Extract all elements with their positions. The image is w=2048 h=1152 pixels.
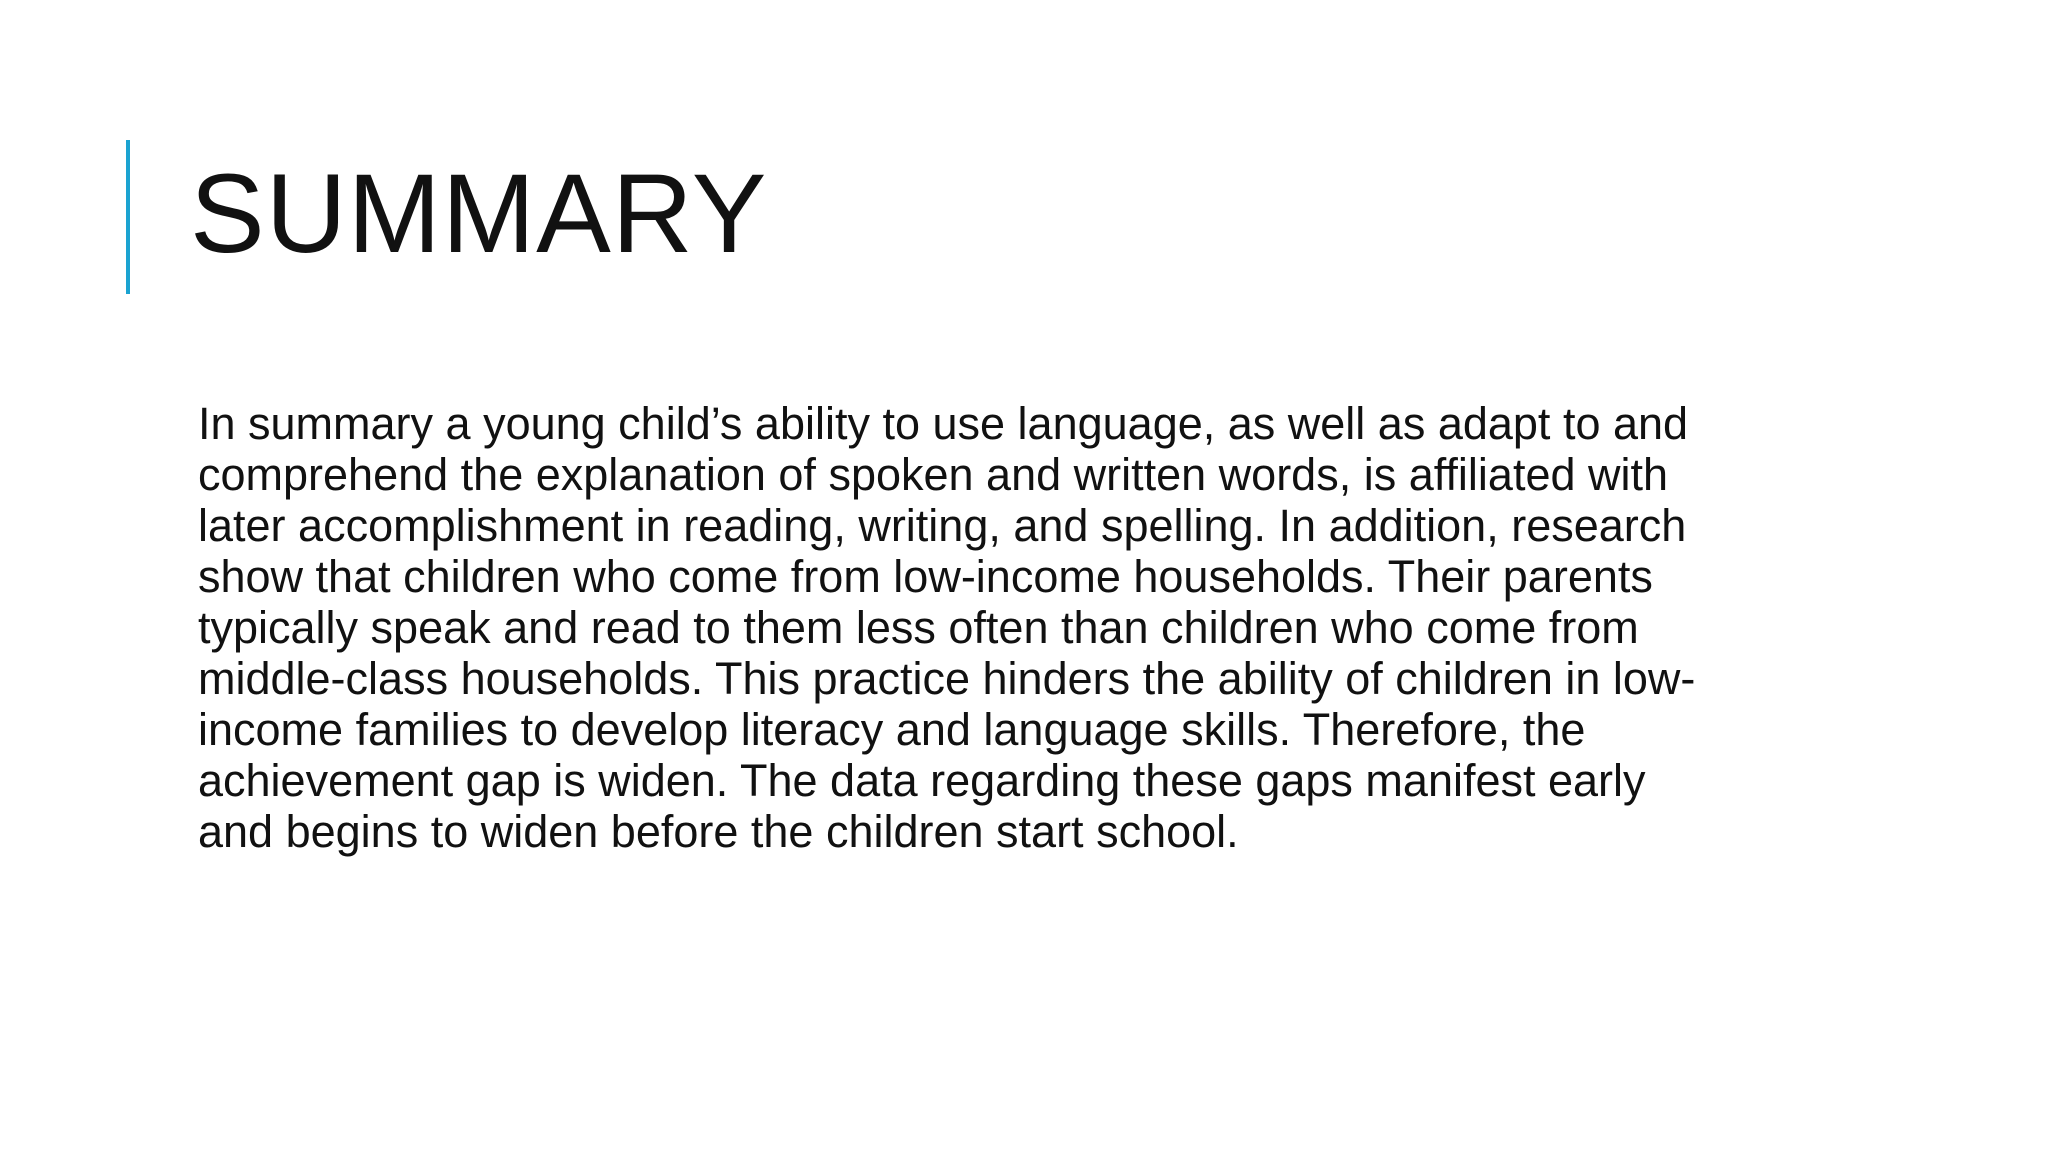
paragraph-line: later accomplishment in reading, writing, and spelling. In addition, research (198, 500, 1687, 551)
paragraph-line: income families to develop literacy and language skills. Therefore, the (198, 704, 1586, 755)
paragraph-line: achievement gap is widen. The data regarding these gaps manifest early (198, 755, 1646, 806)
paragraph-line: and begins to widen before the children start school. (198, 806, 1239, 857)
paragraph-line: comprehend the explanation of spoken and written words, is affiliated with (198, 449, 1669, 500)
paragraph-line: typically speak and read to them less often than children who come from (198, 602, 1639, 653)
summary-paragraph (198, 398, 1798, 857)
paragraph-line: In summary a young child’s ability to use language, as well as adapt to and (198, 398, 1689, 449)
title-accent-bar (126, 140, 130, 294)
paragraph-line: middle-class households. This practice hinders the ability of children in low- (198, 653, 1696, 704)
slide-title: SUMMARY (190, 151, 768, 276)
paragraph-line: show that children who come from low-income households. Their parents (198, 551, 1653, 602)
